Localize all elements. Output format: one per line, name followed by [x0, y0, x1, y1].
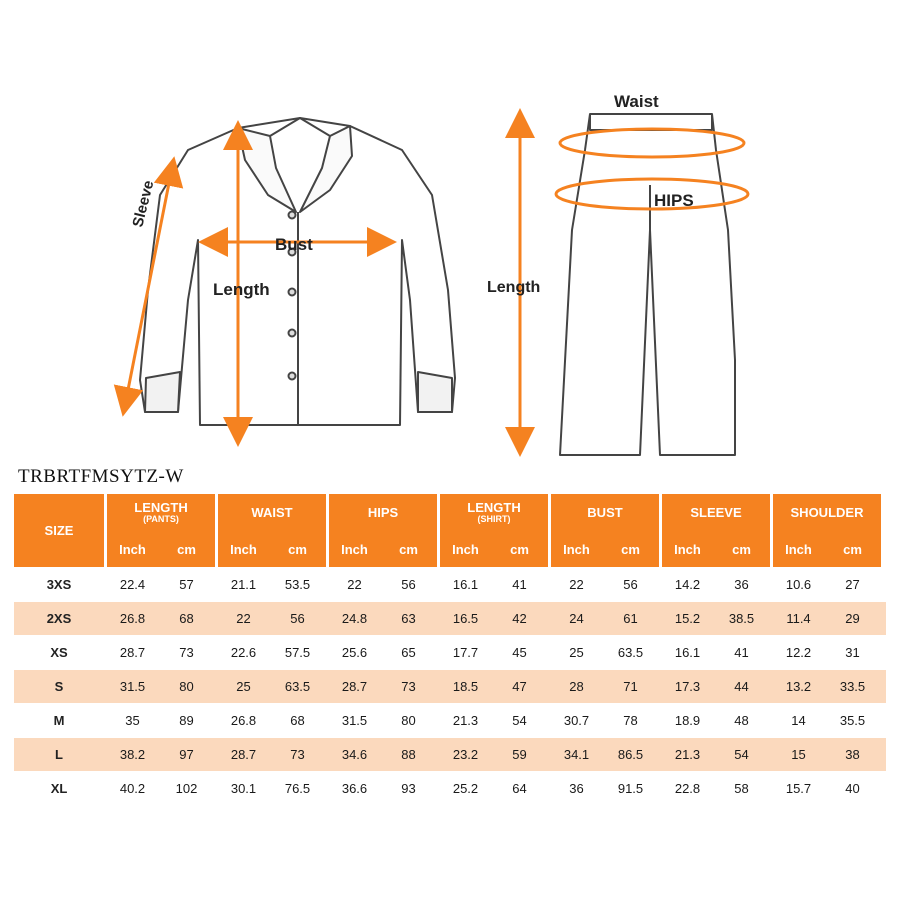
size-chart-table	[14, 494, 886, 805]
column-group-sublabel: (SHIRT)	[477, 514, 511, 525]
measurement-cell: 56	[623, 577, 638, 592]
measurement-cell: 30.1	[230, 781, 257, 796]
measurement-cell: 41	[512, 577, 527, 592]
unit-header: Inch	[440, 532, 491, 567]
measurement-cell: 102	[175, 781, 198, 796]
measurement-cell: 12.2	[785, 645, 812, 660]
measurement-cell: 34.6	[341, 747, 368, 762]
measurement-cell: 48	[734, 713, 749, 728]
measurement-cell: 53.5	[284, 577, 311, 592]
measurement-cell: 56	[401, 577, 416, 592]
measurement-cell: 35.5	[839, 713, 866, 728]
column-group-label: BUST	[587, 505, 623, 521]
measurement-cell: 22.6	[230, 645, 257, 660]
measurement-cell: 25	[569, 645, 584, 660]
unit-header: cm	[491, 532, 548, 567]
measurement-cell: 10.6	[785, 577, 812, 592]
table-row	[14, 602, 886, 635]
bust-label: Bust	[275, 235, 313, 254]
size-cell: XS	[50, 645, 68, 660]
measurement-cell: 93	[401, 781, 416, 796]
measurement-cell: 63.5	[617, 645, 644, 660]
measurement-cell: 27	[845, 577, 860, 592]
measurement-cell: 44	[734, 679, 749, 694]
measurement-cell: 25.2	[452, 781, 479, 796]
column-group-header	[662, 494, 770, 532]
measurement-cell: 57.5	[284, 645, 311, 660]
table-row	[14, 568, 886, 601]
measurement-cell: 28.7	[341, 679, 368, 694]
measurement-cell: 22.8	[674, 781, 701, 796]
unit-header: Inch	[773, 532, 824, 567]
size-cell: 3XS	[46, 577, 72, 592]
measurement-cell: 30.7	[563, 713, 590, 728]
measurement-cell: 23.2	[452, 747, 479, 762]
measurement-cell: 28	[569, 679, 584, 694]
unit-header: cm	[602, 532, 659, 567]
measurement-cell: 38	[845, 747, 860, 762]
pants-illustration	[560, 114, 735, 455]
column-group-header	[329, 494, 437, 532]
column-group-label: LENGTH	[134, 500, 188, 516]
measurement-cell: 28.7	[230, 747, 257, 762]
sleeve-label: Sleeve	[129, 178, 158, 229]
measurement-cell: 17.3	[674, 679, 701, 694]
unit-header: Inch	[107, 532, 158, 567]
measurement-cell: 47	[512, 679, 527, 694]
measurement-cell: 21.3	[452, 713, 479, 728]
table-row	[14, 636, 886, 669]
measurement-cell: 15	[791, 747, 806, 762]
measurement-cell: 18.5	[452, 679, 479, 694]
table-row	[14, 738, 886, 771]
measurement-cell: 80	[179, 679, 194, 694]
measurement-cell: 31.5	[341, 713, 368, 728]
measurement-cell: 21.1	[230, 577, 257, 592]
measurement-cell: 21.3	[674, 747, 701, 762]
column-group-label: HIPS	[367, 505, 399, 521]
product-code: TRBRTFMSYTZ-W	[18, 466, 184, 487]
measurement-cell: 16.5	[452, 611, 479, 626]
table-row	[14, 670, 886, 703]
measurement-cell: 42	[512, 611, 527, 626]
measurement-cell: 64	[512, 781, 527, 796]
pants-length-label: Length	[487, 279, 541, 296]
table-row	[14, 704, 886, 737]
column-group-header	[440, 494, 548, 532]
measurement-cell: 28.7	[119, 645, 146, 660]
measurement-cell: 97	[179, 747, 194, 762]
measurement-cell: 29	[845, 611, 860, 626]
measurement-cell: 40	[845, 781, 860, 796]
measurement-cell: 45	[512, 645, 527, 660]
measurement-cell: 91.5	[617, 781, 644, 796]
unit-header: Inch	[662, 532, 713, 567]
column-group-header	[218, 494, 326, 532]
measurement-cell: 80	[401, 713, 416, 728]
measurement-cell: 73	[179, 645, 194, 660]
measurement-cell: 63.5	[284, 679, 311, 694]
measurement-cell: 36	[569, 781, 584, 796]
measurement-cell: 25	[236, 679, 251, 694]
measurement-cell: 24.8	[341, 611, 368, 626]
size-cell: S	[54, 679, 64, 694]
size-column-header: SIZE	[14, 494, 104, 567]
measurement-cell: 17.7	[452, 645, 479, 660]
size-cell: L	[55, 747, 63, 762]
measurement-cell: 15.7	[785, 781, 812, 796]
measurement-cell: 31	[845, 645, 860, 660]
measurement-cell: 88	[401, 747, 416, 762]
hips-label: HIPS	[654, 191, 694, 210]
unit-header: Inch	[551, 532, 602, 567]
measurement-cell: 26.8	[119, 611, 146, 626]
measurement-cell: 73	[290, 747, 305, 762]
column-group-label: LENGTH	[467, 500, 521, 516]
measurement-cell: 34.1	[563, 747, 590, 762]
column-group-label: SLEEVE	[690, 505, 742, 521]
measurement-cell: 16.1	[674, 645, 701, 660]
table-header	[14, 494, 886, 567]
measurement-cell: 15.2	[674, 611, 701, 626]
measurement-cell: 78	[623, 713, 638, 728]
shirt-illustration	[140, 118, 455, 425]
measurement-cell: 61	[623, 611, 638, 626]
column-group-header	[773, 494, 881, 532]
measurement-cell: 89	[179, 713, 194, 728]
measurement-cell: 31.5	[119, 679, 146, 694]
measurement-cell: 57	[179, 577, 194, 592]
shirt-length-label: Length	[213, 280, 270, 299]
size-cell: M	[53, 713, 65, 728]
measurement-cell: 41	[734, 645, 749, 660]
size-cell: 2XS	[46, 611, 72, 626]
measurement-cell: 38.2	[119, 747, 146, 762]
unit-header: cm	[269, 532, 326, 567]
unit-header: cm	[158, 532, 215, 567]
measurement-cell: 22	[569, 577, 584, 592]
column-group-header	[551, 494, 659, 532]
column-group-sublabel: (PANTS)	[143, 514, 179, 525]
measurement-cell: 58	[734, 781, 749, 796]
measurement-cell: 54	[512, 713, 527, 728]
unit-header: cm	[380, 532, 437, 567]
measurement-cell: 18.9	[674, 713, 701, 728]
column-group-label: WAIST	[251, 505, 293, 521]
table-row	[14, 772, 886, 805]
measurement-cell: 22	[236, 611, 251, 626]
measurement-cell: 63	[401, 611, 416, 626]
measurement-cell: 25.6	[341, 645, 368, 660]
measurement-cell: 40.2	[119, 781, 146, 796]
waist-label: Waist	[614, 92, 659, 111]
measurement-cell: 73	[401, 679, 416, 694]
measurement-cell: 56	[290, 611, 305, 626]
unit-header: cm	[713, 532, 770, 567]
measurement-cell: 76.5	[284, 781, 311, 796]
measurement-cell: 36	[734, 577, 749, 592]
measurement-cell: 26.8	[230, 713, 257, 728]
measurement-cell: 65	[401, 645, 416, 660]
measurement-cell: 24	[569, 611, 584, 626]
unit-header: cm	[824, 532, 881, 567]
measurement-cell: 33.5	[839, 679, 866, 694]
measurement-cell: 14	[791, 713, 806, 728]
unit-header: Inch	[218, 532, 269, 567]
measurement-cell: 68	[290, 713, 305, 728]
measurement-cell: 22.4	[119, 577, 146, 592]
measurement-cell: 14.2	[674, 577, 701, 592]
measurement-cell: 86.5	[617, 747, 644, 762]
size-cell: XL	[50, 781, 68, 796]
measurement-cell: 59	[512, 747, 527, 762]
measurement-cell: 35	[125, 713, 140, 728]
measurement-cell: 22	[347, 577, 362, 592]
measurement-cell: 38.5	[728, 611, 755, 626]
measurement-cell: 71	[623, 679, 638, 694]
measurement-cell: 36.6	[341, 781, 368, 796]
measurement-cell: 11.4	[786, 611, 811, 626]
measurement-cell: 68	[179, 611, 194, 626]
measurement-cell: 13.2	[785, 679, 812, 694]
column-group-label: SHOULDER	[790, 505, 864, 521]
table-body	[14, 568, 886, 805]
column-group-header	[107, 494, 215, 532]
measurement-cell: 54	[734, 747, 749, 762]
measurement-cell: 16.1	[452, 577, 479, 592]
unit-header: Inch	[329, 532, 380, 567]
